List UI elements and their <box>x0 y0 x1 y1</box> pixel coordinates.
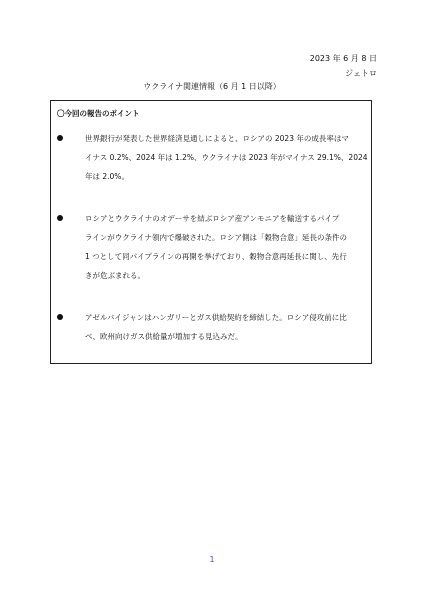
text-line: 世界銀行が発表した世界経済見通しによると、ロシアの 2023 年の成長率はマ <box>85 134 349 143</box>
organization-name: ジェトロ <box>345 69 377 78</box>
text-line: 1 つとして同パイプラインの再開を挙げており、穀物合意再延長に関し、先行 <box>85 252 347 261</box>
page-number: 1 <box>209 555 215 564</box>
text-line: アゼルバイジャンはハンガリーとガス供給契約を締結した。ロシア侵攻前に比 <box>85 313 347 322</box>
key-points-box <box>50 100 372 364</box>
bullet-text <box>85 129 368 186</box>
bullet-icon <box>57 135 63 141</box>
key-points-heading: 〇今回の報告のポイント <box>57 109 140 118</box>
text-line: ラインがウクライナ領内で爆破された。ロシア側は「穀物合意」延長の条件の <box>85 233 348 242</box>
text-line: きが危ぶまれる。 <box>85 271 145 280</box>
report-date: 2023 年 6 月 8 日 <box>309 54 377 63</box>
bullet-text <box>85 308 365 346</box>
text-line: 年は 2.0%。 <box>85 172 129 181</box>
text-line: べ、欧州向けガス供給量が増加する見込みだ。 <box>85 332 243 341</box>
bullet-text <box>85 209 365 285</box>
text-line: イナス 0.2%、2024 年は 1.2%、ウクライナは 2023 年がマイナス 29.1%、2024 <box>85 153 368 162</box>
document-title: ウクライナ関連情報（6 月 1 日以降） <box>143 82 281 91</box>
bullet-icon <box>57 314 63 320</box>
text-line: ロシアとウクライナのオデーサを結ぶロシア産アンモニアを輸送するパイプ <box>85 214 340 223</box>
bullet-icon <box>57 215 63 221</box>
